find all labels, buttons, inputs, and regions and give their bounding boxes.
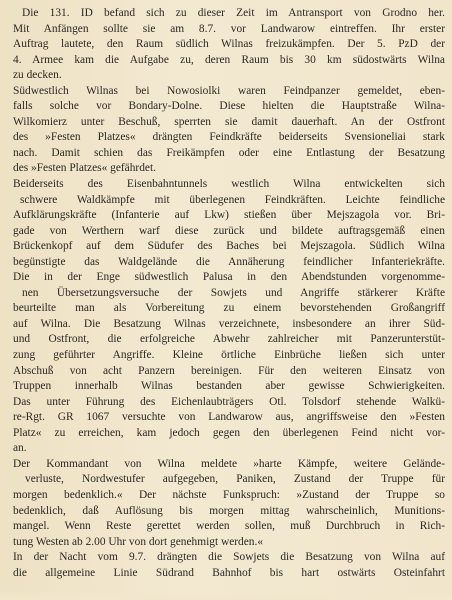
- text-line: nen Übersetzungsversuche der Sowjets und Angriffe stärkerer Kräfte: [22, 286, 445, 299]
- text-line: Beiderseits des Eisenbahntunnels westlich Wilna entwickelten sich: [13, 178, 445, 191]
- text-line: morgen bedenklich.« Der nächste Funkspruch: »Zustand der Truppe so: [13, 488, 445, 501]
- text-line: mangel. Wenn Reste gerettet werden sollen, muß Durchbruch in Rich-: [13, 520, 445, 533]
- text-line: Truppen innerhalb Wilnas bestanden aber gewisse Schwierigkeiten.: [13, 380, 445, 393]
- text-line: Das unter Führung des Eichenlaubträgers Otl. Tolsdorf stehende Walkü-: [13, 395, 445, 408]
- text-line: Aufklärungskräfte (Infanterie auf Lkw) stießen über Mejszagola vor. Bri-: [13, 209, 445, 222]
- text-line: re-Rgt. GR 1067 versuchte von Landwarow aus, angriffsweise den »Festen: [13, 411, 445, 424]
- text-line: Der Kommandant von Wilna meldete »harte Kämpfe, weitere Gelände-: [13, 457, 445, 470]
- text-line: beurteilte man als Vorbereitung zu einem bevorstehenden Großangriff: [13, 302, 445, 315]
- text-line: Die in der Enge südwestlich Palusa in den Abendstunden vorgenomme-: [13, 271, 445, 284]
- text-line: des »Festen Platzes« drängten Feindkräfte beiderseits Svensioneliai stark: [13, 131, 445, 144]
- page-bottom-fade: [0, 590, 452, 600]
- text-line: Auftrag lautete, den Raum südlich Wilnas freizukämpfen. Der 5. PzD der: [13, 38, 445, 51]
- text-line: Brückenkopf auf dem Südufer des Baches bei Mejszagola. Südlich Wilna: [13, 240, 445, 253]
- text-line: bedenklich, daß Auflösung bis morgen mittag wahrscheinlich, Munitions-: [13, 504, 445, 517]
- text-line: begünstigte das Waldgelände die Annäherung feindlicher Infanteriekräfte.: [13, 255, 445, 268]
- text-line: tung Westen ab 2.00 Uhr von dort genehmigt werden.«: [13, 535, 264, 548]
- text-line: des »Festen Platzes« gefährdet.: [13, 162, 156, 175]
- text-line: Wilkomierz unter Beschuß, sperrten sie damit dauerhaft. An der Ostfront: [13, 115, 445, 128]
- body-text: [13, 6, 445, 581]
- text-line: Platz« zu erreichen, kam jedoch gegen den überlegenen Feind nicht vor-: [13, 426, 445, 439]
- text-line: falls solche vor Bondary-Dolne. Diese hielten die Hauptstraße Wilna-: [13, 100, 445, 113]
- text-line: zung geführter Angriffe. Kleine örtliche Einbrüche ließen sich unter: [13, 349, 445, 362]
- text-line: In der Nacht vom 9.7. drängten die Sowjets die Besatzung von Wilna auf: [13, 551, 445, 564]
- text-line: Abschuß von acht Panzern bereinigen. Für den weiteren Einsatz von: [13, 364, 445, 377]
- text-line: Mit Anfängen sollte sie am 8.7. vor Landwarow eintreffen. Ihr erster: [13, 22, 445, 35]
- text-line: 4. Armee kam die Aufgabe zu, deren Raum bis 30 km südostwärts Wilna: [13, 53, 445, 66]
- text-line: nach. Damit schien das Freikämpfen oder eine Entlastung der Besatzung: [13, 146, 445, 159]
- text-line: gade von Werthern warf diese zurück und bildete auftragsgemäß einen: [13, 224, 445, 237]
- text-line: Die 131. ID befand sich zu dieser Zeit im Antransport von Grodno her.: [22, 7, 445, 19]
- text-line: auf Wilna. Die Besatzung Wilnas verzeichnete, insbesondere an ihrer Süd-: [13, 317, 445, 330]
- text-line: und Ostfront, die erfolgreiche Abwehr zahlreicher mit Panzerunterstüt-: [13, 333, 445, 346]
- text-line: an.: [13, 442, 27, 455]
- text-line: zu decken.: [13, 69, 62, 82]
- text-line: die allgemeine Linie Südrand Bahnhof bis hart ostwärts Osteinfahrt: [13, 566, 445, 579]
- text-line: Südwestlich Wilnas bei Nowosiolki waren Feindpanzer gemeldet, eben-: [13, 84, 445, 97]
- text-line: schwere Waldkämpfe mit überlegenen Feindkräften. Leichte feindliche: [20, 193, 445, 206]
- text-line: verluste, Nordwestufer aufgegeben, Paniken, Zustand der Truppe für: [25, 473, 445, 486]
